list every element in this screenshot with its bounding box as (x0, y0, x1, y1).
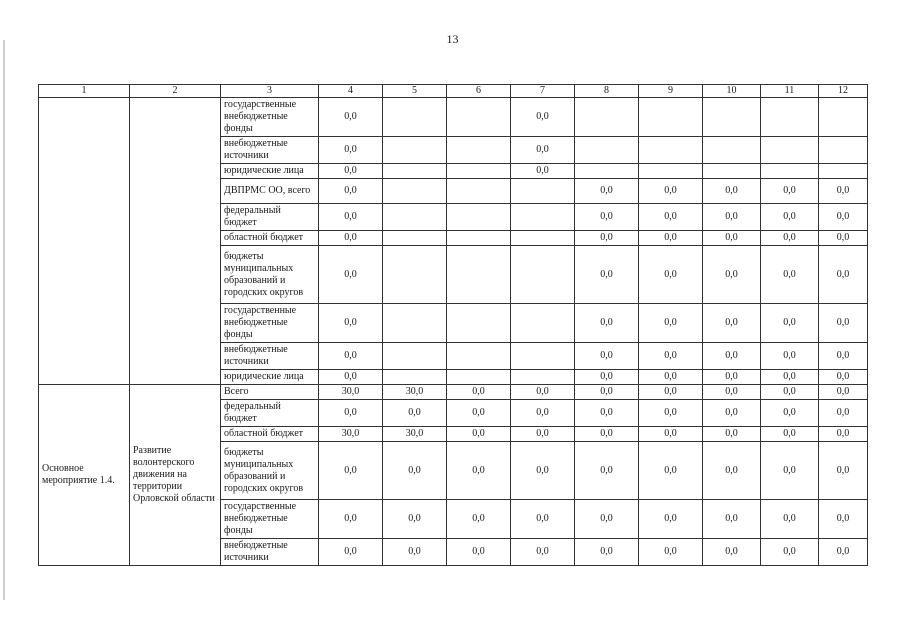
value-cell (447, 231, 511, 246)
value-cell: 0,0 (639, 400, 703, 427)
value-cell: 0,0 (703, 304, 761, 343)
value-cell: 0,0 (761, 231, 819, 246)
funding-source-cell: ДВПРМС ОО, всего (221, 179, 319, 204)
funding-source-cell: государственные внебюджетные фонды (221, 304, 319, 343)
col-header: 7 (511, 85, 575, 98)
value-cell: 30,0 (383, 385, 447, 400)
value-cell: 0,0 (819, 400, 868, 427)
value-cell (447, 98, 511, 137)
value-cell (383, 231, 447, 246)
value-cell: 0,0 (639, 179, 703, 204)
value-cell (383, 98, 447, 137)
value-cell (511, 231, 575, 246)
value-cell (383, 343, 447, 370)
funding-source-cell: федеральный бюджет (221, 204, 319, 231)
value-cell: 0,0 (703, 539, 761, 566)
value-cell: 0,0 (761, 442, 819, 500)
value-cell: 0,0 (447, 500, 511, 539)
value-cell: 0,0 (575, 343, 639, 370)
col-header: 10 (703, 85, 761, 98)
funding-source-cell: внебюджетные источники (221, 137, 319, 164)
value-cell: 0,0 (447, 400, 511, 427)
value-cell: 0,0 (761, 304, 819, 343)
value-cell: 0,0 (575, 500, 639, 539)
value-cell: 0,0 (703, 246, 761, 304)
value-cell: 0,0 (703, 500, 761, 539)
value-cell: 0,0 (639, 370, 703, 385)
value-cell: 0,0 (319, 246, 383, 304)
value-cell (511, 179, 575, 204)
value-cell: 0,0 (761, 385, 819, 400)
value-cell: 0,0 (639, 343, 703, 370)
value-cell (511, 246, 575, 304)
value-cell: 0,0 (703, 370, 761, 385)
value-cell: 0,0 (819, 343, 868, 370)
value-cell: 0,0 (761, 179, 819, 204)
value-cell (447, 370, 511, 385)
value-cell: 0,0 (511, 98, 575, 137)
value-cell: 0,0 (447, 539, 511, 566)
activity-name-cell: Основное мероприятие 1.4. (39, 385, 130, 566)
value-cell: 30,0 (319, 427, 383, 442)
value-cell: 0,0 (575, 385, 639, 400)
funding-source-cell: областной бюджет (221, 427, 319, 442)
value-cell: 0,0 (819, 370, 868, 385)
value-cell: 0,0 (819, 179, 868, 204)
value-cell: 30,0 (319, 385, 383, 400)
col-header: 9 (639, 85, 703, 98)
value-cell: 0,0 (447, 442, 511, 500)
value-cell (447, 204, 511, 231)
value-cell: 0,0 (511, 427, 575, 442)
funding-source-cell: юридические лица (221, 164, 319, 179)
value-cell: 0,0 (703, 179, 761, 204)
budget-table (38, 84, 868, 566)
value-cell: 0,0 (383, 539, 447, 566)
funding-source-cell: внебюджетные источники (221, 343, 319, 370)
value-cell: 0,0 (319, 343, 383, 370)
value-cell (447, 179, 511, 204)
value-cell: 0,0 (575, 539, 639, 566)
value-cell: 0,0 (511, 539, 575, 566)
value-cell: 0,0 (319, 442, 383, 500)
value-cell: 0,0 (319, 204, 383, 231)
value-cell: 0,0 (575, 179, 639, 204)
value-cell (383, 304, 447, 343)
funding-source-cell: федеральный бюджет (221, 400, 319, 427)
value-cell (761, 137, 819, 164)
value-cell: 0,0 (319, 231, 383, 246)
scan-edge-shadow (3, 40, 5, 600)
value-cell: 0,0 (511, 400, 575, 427)
value-cell: 0,0 (447, 427, 511, 442)
value-cell: 0,0 (819, 231, 868, 246)
value-cell: 0,0 (319, 137, 383, 164)
value-cell: 0,0 (511, 164, 575, 179)
value-cell: 0,0 (447, 385, 511, 400)
value-cell: 0,0 (639, 539, 703, 566)
col-header: 12 (819, 85, 868, 98)
value-cell (703, 137, 761, 164)
table-row (39, 98, 868, 137)
col-header: 8 (575, 85, 639, 98)
value-cell: 0,0 (383, 400, 447, 427)
value-cell: 0,0 (639, 246, 703, 304)
value-cell: 0,0 (703, 385, 761, 400)
table-row (39, 385, 868, 400)
value-cell (383, 204, 447, 231)
value-cell: 0,0 (819, 539, 868, 566)
value-cell: 0,0 (511, 500, 575, 539)
activity-name-cell (39, 98, 130, 385)
value-cell (639, 98, 703, 137)
funding-source-cell: государственные внебюджетные фонды (221, 98, 319, 137)
value-cell (447, 246, 511, 304)
value-cell: 30,0 (383, 427, 447, 442)
value-cell (819, 164, 868, 179)
value-cell: 0,0 (819, 427, 868, 442)
funding-source-cell: юридические лица (221, 370, 319, 385)
value-cell: 0,0 (575, 442, 639, 500)
value-cell: 0,0 (383, 442, 447, 500)
value-cell: 0,0 (819, 385, 868, 400)
value-cell: 0,0 (639, 385, 703, 400)
col-header: 6 (447, 85, 511, 98)
value-cell: 0,0 (819, 246, 868, 304)
value-cell: 0,0 (319, 539, 383, 566)
value-cell: 0,0 (639, 500, 703, 539)
value-cell: 0,0 (319, 179, 383, 204)
value-cell (575, 98, 639, 137)
value-cell (383, 246, 447, 304)
value-cell: 0,0 (575, 246, 639, 304)
value-cell: 0,0 (511, 137, 575, 164)
funding-source-cell: бюджеты муниципальных образований и городских округов (221, 442, 319, 500)
value-cell (511, 304, 575, 343)
value-cell (703, 164, 761, 179)
funding-source-cell: областной бюджет (221, 231, 319, 246)
value-cell: 0,0 (575, 400, 639, 427)
value-cell: 0,0 (511, 442, 575, 500)
value-cell: 0,0 (703, 427, 761, 442)
value-cell: 0,0 (639, 427, 703, 442)
value-cell (511, 343, 575, 370)
value-cell (703, 98, 761, 137)
value-cell (639, 137, 703, 164)
col-header: 11 (761, 85, 819, 98)
activity-description-cell: Развитие волонтерского движения на территории Орловской области (130, 385, 221, 566)
value-cell: 0,0 (575, 427, 639, 442)
value-cell (447, 137, 511, 164)
value-cell: 0,0 (761, 246, 819, 304)
value-cell (447, 164, 511, 179)
col-header: 5 (383, 85, 447, 98)
page-number: 13 (446, 32, 459, 46)
value-cell: 0,0 (819, 204, 868, 231)
value-cell: 0,0 (761, 370, 819, 385)
value-cell (511, 370, 575, 385)
value-cell (383, 370, 447, 385)
value-cell: 0,0 (639, 304, 703, 343)
value-cell: 0,0 (819, 500, 868, 539)
col-header: 3 (221, 85, 319, 98)
value-cell: 0,0 (761, 400, 819, 427)
value-cell: 0,0 (819, 442, 868, 500)
value-cell: 0,0 (319, 304, 383, 343)
header-row (39, 85, 868, 98)
value-cell: 0,0 (575, 204, 639, 231)
value-cell (383, 179, 447, 204)
value-cell (639, 164, 703, 179)
value-cell (575, 137, 639, 164)
value-cell (761, 164, 819, 179)
value-cell: 0,0 (703, 204, 761, 231)
value-cell: 0,0 (511, 385, 575, 400)
col-header: 1 (39, 85, 130, 98)
value-cell: 0,0 (575, 304, 639, 343)
value-cell: 0,0 (575, 231, 639, 246)
value-cell (819, 137, 868, 164)
value-cell: 0,0 (761, 343, 819, 370)
value-cell: 0,0 (639, 204, 703, 231)
funding-source-cell: государственные внебюджетные фонды (221, 500, 319, 539)
value-cell (383, 137, 447, 164)
value-cell (383, 164, 447, 179)
value-cell: 0,0 (761, 539, 819, 566)
value-cell (511, 204, 575, 231)
activity-description-cell (130, 98, 221, 385)
value-cell (447, 343, 511, 370)
value-cell (447, 304, 511, 343)
value-cell: 0,0 (703, 442, 761, 500)
value-cell: 0,0 (383, 500, 447, 539)
funding-source-cell: бюджеты муниципальных образований и городских округов (221, 246, 319, 304)
value-cell: 0,0 (639, 231, 703, 246)
value-cell: 0,0 (703, 231, 761, 246)
value-cell: 0,0 (761, 427, 819, 442)
col-header: 4 (319, 85, 383, 98)
value-cell: 0,0 (761, 204, 819, 231)
value-cell: 0,0 (319, 98, 383, 137)
value-cell (761, 98, 819, 137)
value-cell: 0,0 (319, 400, 383, 427)
value-cell: 0,0 (319, 370, 383, 385)
value-cell: 0,0 (575, 370, 639, 385)
funding-source-cell: Всего (221, 385, 319, 400)
value-cell: 0,0 (639, 442, 703, 500)
funding-source-cell: внебюджетные источники (221, 539, 319, 566)
value-cell: 0,0 (819, 304, 868, 343)
value-cell: 0,0 (703, 400, 761, 427)
col-header: 2 (130, 85, 221, 98)
value-cell: 0,0 (761, 500, 819, 539)
value-cell: 0,0 (319, 164, 383, 179)
value-cell (819, 98, 868, 137)
value-cell: 0,0 (319, 500, 383, 539)
value-cell: 0,0 (703, 343, 761, 370)
value-cell (575, 164, 639, 179)
